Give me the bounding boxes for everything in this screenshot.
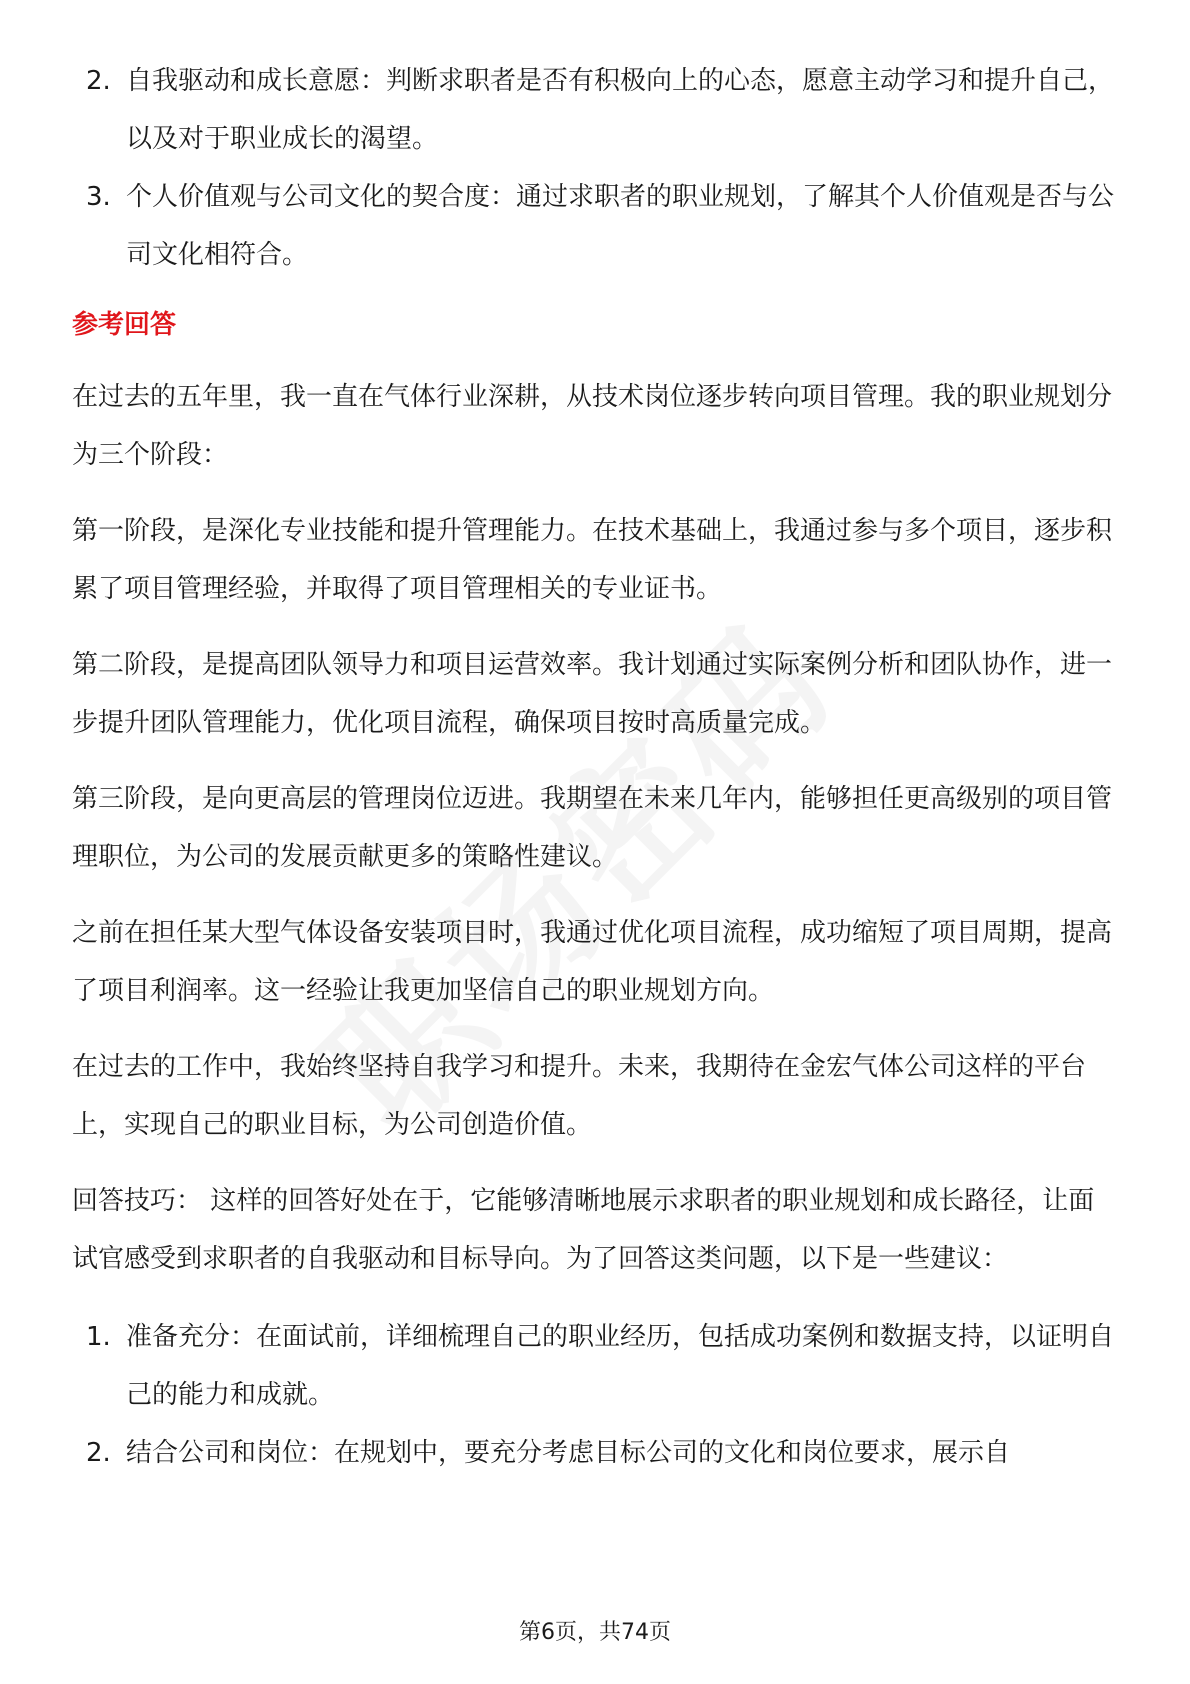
list-item: [72, 1424, 1118, 1482]
paragraph: 第一阶段，是深化专业技能和提升管理能力。在技术基础上，我通过参与多个项目，逐步积累了项目管理经验，并取得了项目管理相关的专业证书。: [72, 516, 1113, 604]
page-footer: 第6页，共74页: [519, 1620, 671, 1645]
tips-list: [72, 1308, 1118, 1482]
list-text: 个人价值观与公司文化的契合度：通过求职者的职业规划，了解其个人价值观是否与公司文化相符合。: [126, 182, 1115, 270]
list-number: 2.: [86, 1438, 111, 1468]
list-text: 自我驱动和成长意愿：判断求职者是否有积极向上的心态，愿意主动学习和提升自己，以及对于职业成长的渴望。: [126, 66, 1115, 154]
list-number: 3.: [86, 182, 111, 212]
list-item: [72, 1308, 1118, 1424]
paragraph: 第三阶段，是向更高层的管理岗位迈进。我期望在未来几年内，能够担任更高级别的项目管理职位，为公司的发展贡献更多的策略性建议。: [72, 784, 1113, 872]
paragraph: 在过去的工作中，我始终坚持自我学习和提升。未来，我期待在金宏气体公司这样的平台上，实现自己的职业目标，为公司创造价值。: [72, 1052, 1087, 1140]
section-heading: 参考回答: [72, 310, 177, 340]
page-content: [72, 52, 1118, 1482]
paragraph: 第二阶段，是提高团队领导力和项目运营效率。我计划通过实际案例分析和团队协作，进一步提升团队管理能力，优化项目流程，确保项目按时高质量完成。: [72, 650, 1113, 738]
list-number: 2.: [86, 66, 111, 96]
list-item: [72, 168, 1118, 284]
list-text: 准备充分：在面试前，详细梳理自己的职业经历，包括成功案例和数据支持，以证明自己的能力和成就。: [126, 1322, 1115, 1410]
list-number: 1.: [86, 1322, 111, 1352]
list-item: [72, 52, 1118, 168]
paragraph: 回答技巧： 这样的回答好处在于，它能够清晰地展示求职者的职业规划和成长路径，让面试官感受到求职者的自我驱动和目标导向。为了回答这类问题，以下是一些建议：: [72, 1186, 1095, 1274]
criteria-list: [72, 52, 1118, 284]
paragraph: 在过去的五年里，我一直在气体行业深耕，从技术岗位逐步转向项目管理。我的职业规划分为三个阶段：: [72, 382, 1113, 470]
list-text: 结合公司和岗位：在规划中，要充分考虑目标公司的文化和岗位要求，展示自: [126, 1438, 1011, 1468]
paragraph: 之前在担任某大型气体设备安装项目时，我通过优化项目流程，成功缩短了项目周期，提高了项目利润率。这一经验让我更加坚信自己的职业规划方向。: [72, 918, 1113, 1006]
